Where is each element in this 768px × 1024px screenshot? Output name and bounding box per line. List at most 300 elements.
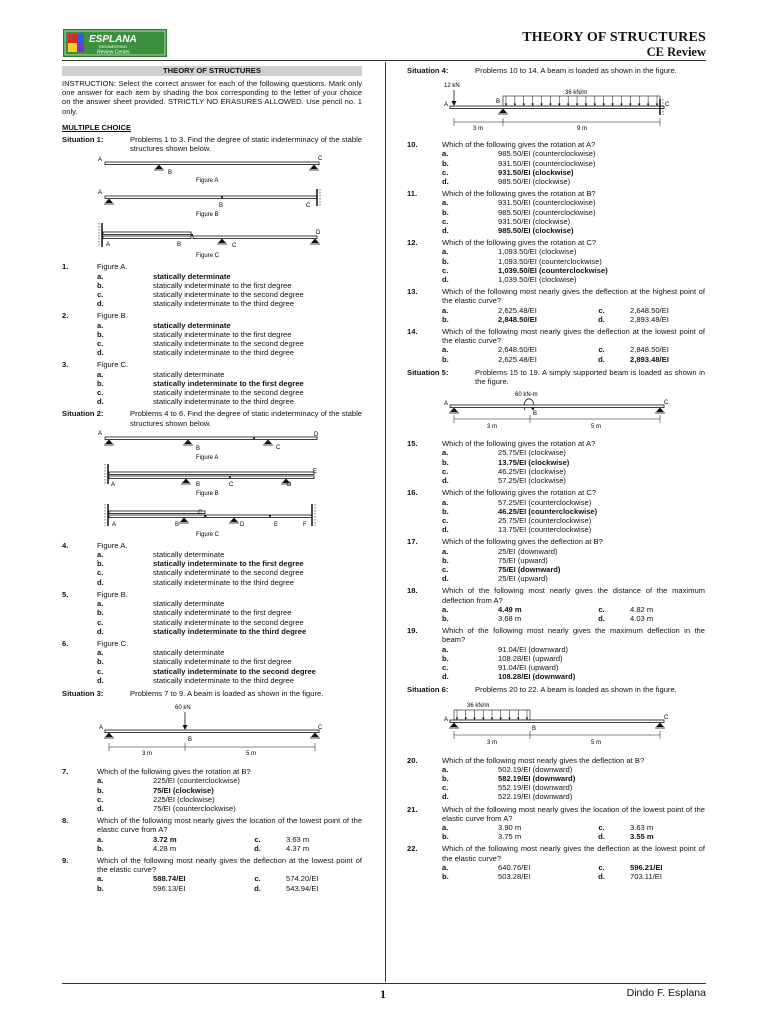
option-text: statically indeterminate to the third degree [153, 675, 294, 685]
option-row [407, 645, 705, 654]
option-text: 13.75/EI (clockwise) [498, 457, 570, 467]
option-row [407, 498, 705, 507]
option-letter: a. [442, 546, 449, 556]
option-text: 703.11/EI [630, 872, 662, 881]
logo-sub2: Review Center [97, 49, 130, 56]
dim-5m: 5 m [246, 751, 257, 758]
option-text: statically indeterminate to the first degree [153, 280, 292, 290]
option-letter: a. [97, 599, 104, 609]
option-text: 596.21/EI [630, 862, 663, 872]
option-text: 91.04/EI (downward) [498, 644, 569, 654]
option-letter: a. [97, 834, 104, 844]
option-row [62, 370, 362, 379]
option-letter: c. [598, 862, 605, 872]
question-stem [62, 360, 362, 369]
option-text: statically indeterminate to the second degree [153, 388, 304, 398]
label-b: B [168, 170, 173, 177]
option-text: 46.25/EI (clockwise) [498, 466, 566, 476]
option-text: 91.04/EI (upward) [498, 662, 559, 672]
option-row [62, 281, 362, 290]
label-a: A [98, 157, 103, 164]
situation-label: Situation 6: [407, 685, 449, 695]
question-number: 2. [62, 311, 69, 321]
option-row [62, 657, 362, 666]
figure-1c [62, 219, 362, 259]
option-text: 75/EI (downward) [498, 564, 561, 574]
option-letter: a. [97, 271, 104, 281]
figure-2c [62, 498, 362, 538]
label-a: A [98, 430, 103, 437]
option-letter: d. [97, 577, 104, 587]
option-text: 552.19/EI (downward) [498, 783, 573, 793]
option-letter: c. [442, 783, 449, 793]
dim-3m: 3 m [487, 739, 498, 746]
question-text: Which of the following gives the rotation at B? [97, 767, 251, 777]
option-text: 543.94/EI [286, 883, 319, 893]
option-letter: a. [97, 550, 104, 560]
dim-9m: 9 m [577, 126, 588, 133]
option-row [407, 863, 705, 872]
question-text: Which of the following most nearly gives the location of the lowest point of the elastic curve from A? [97, 816, 362, 835]
option-row [407, 257, 705, 266]
question-number: 5. [62, 589, 69, 599]
option-row [62, 599, 362, 608]
option-letter: d. [442, 574, 449, 584]
question-stem [62, 767, 362, 776]
footer-rule [62, 983, 706, 984]
box-title: THEORY OF STRUCTURES [62, 66, 362, 76]
option-row [407, 547, 705, 556]
option-letter: c. [598, 305, 605, 315]
option-letter: a. [442, 149, 449, 159]
option-row [407, 654, 705, 663]
label-b: B [175, 521, 180, 528]
option-text: 25/EI (upward) [498, 574, 548, 584]
figure-caption: Figure B [196, 490, 219, 497]
option-letter: c. [254, 874, 261, 884]
question-number: 4. [62, 540, 69, 550]
option-letter: d. [442, 177, 449, 187]
situation-label: Situation 3: [62, 688, 104, 698]
option-text: statically indeterminate to the third degree [153, 348, 294, 358]
label-c: C [318, 725, 323, 732]
option-text: 502.19/EI (downward) [498, 764, 573, 774]
option-text: statically determinate [153, 550, 225, 560]
label-c: C [318, 156, 323, 163]
question-11 [407, 189, 705, 235]
option-letter: a. [442, 345, 449, 355]
figure-caption: Figure B [196, 212, 219, 219]
option-letter: b. [442, 256, 449, 266]
option-row [62, 786, 362, 795]
option-text: 225/EI (clockwise) [153, 794, 215, 804]
option-text: 75/EI (upward) [498, 555, 548, 565]
question-stem [62, 311, 362, 320]
option-row [62, 804, 362, 813]
option-letter: a. [442, 604, 449, 614]
footer-author: Dindo F. Esplana [626, 987, 706, 999]
option-text: 2,625.48/EI [498, 354, 537, 364]
option-text: 2,648.50/EI [498, 345, 537, 355]
option-letter: d. [442, 525, 449, 535]
option-letter: d. [442, 226, 449, 236]
load-label: 12 kN [444, 83, 460, 90]
option-text: statically determinate [153, 369, 225, 379]
option-letter: c. [97, 388, 104, 398]
dim-5m: 5 m [591, 424, 602, 431]
label-b: B [177, 242, 182, 249]
option-row [62, 884, 362, 893]
figure-1b [62, 185, 362, 219]
situation-text: Problems 4 to 6. Find the degree of static indeterminacy of the stable structures shown below. [130, 409, 362, 428]
option-text: 3.55 m [630, 832, 654, 842]
option-text: 75/EI (counterclockwise) [153, 803, 236, 813]
option-letter: c. [442, 662, 449, 672]
question-22 [407, 844, 705, 881]
option-row [407, 159, 705, 168]
question-stem [407, 805, 705, 823]
question-5 [62, 590, 362, 636]
label-c: C [232, 243, 237, 250]
option-row [407, 792, 705, 801]
label-b: B [196, 481, 201, 488]
option-text: 4.82 m [630, 604, 654, 614]
option-letter: c. [598, 604, 605, 614]
label-b: B [219, 203, 224, 210]
question-1 [62, 262, 362, 308]
option-letter: b. [442, 653, 449, 663]
question-number: 11. [407, 189, 418, 199]
question-stem [407, 488, 705, 497]
option-letter: a. [97, 874, 104, 884]
page-number: 1 [380, 987, 386, 1001]
option-row [62, 627, 362, 636]
option-row [407, 783, 705, 792]
option-row [62, 835, 362, 844]
question-text: Figure A. [97, 262, 128, 272]
question-number: 14. [407, 327, 418, 337]
figure-4 [407, 75, 705, 137]
option-text: 1,039.50/EI (clockwise) [498, 275, 577, 285]
situation-3 [62, 689, 362, 698]
question-text: Figure B. [97, 589, 128, 599]
option-text: 588.74/EI [153, 874, 186, 884]
option-text: 25.75/EI (counterclockwise) [498, 515, 592, 525]
question-text: Figure C. [97, 638, 129, 648]
udl-label: 36 kN/m [467, 702, 490, 709]
option-row [407, 565, 705, 574]
option-letter: b. [442, 773, 449, 783]
situation-5 [407, 368, 705, 386]
question-text: Figure A. [97, 540, 128, 550]
option-row [407, 458, 705, 467]
option-text: 108.28/EI (upward) [498, 653, 563, 663]
moment-label: 60 kN-m [515, 392, 538, 399]
question-number: 20. [407, 755, 418, 765]
figure-caption: Figure C [196, 531, 220, 538]
option-text: 2,893.48/EI [630, 354, 669, 364]
label-a: A [112, 521, 117, 528]
option-letter: b. [442, 354, 449, 364]
option-text: 2,848.50/EI [498, 314, 537, 324]
label-a: A [111, 481, 116, 488]
option-letter: d. [598, 314, 605, 324]
question-stem [407, 537, 705, 546]
label-c: C [664, 400, 669, 407]
option-letter: c. [598, 345, 605, 355]
option-row [407, 516, 705, 525]
option-row [407, 872, 705, 881]
situation-label: Situation 4: [407, 66, 449, 75]
question-text: Which of the following most nearly gives the maximum deflection in the beam? [442, 626, 705, 645]
option-text: 2,625.48/EI [498, 305, 537, 315]
option-row [62, 676, 362, 685]
option-letter: b. [97, 378, 104, 388]
label-d: D [240, 521, 245, 528]
question-stem [407, 287, 705, 305]
option-letter: d. [97, 626, 104, 636]
option-letter: a. [442, 497, 449, 507]
question-text: Which of the following gives the rotation at B? [442, 189, 596, 199]
option-letter: c. [97, 794, 104, 804]
option-text: 3.90 m [498, 822, 522, 832]
header-subtitle: CE Review [646, 45, 706, 59]
option-letter: d. [97, 803, 104, 813]
dim-3m: 3 m [473, 126, 484, 133]
dim-5m: 5 m [591, 739, 602, 746]
option-letter: c. [442, 466, 449, 476]
option-text: statically indeterminate to the second degree [153, 568, 304, 578]
option-text: statically indeterminate to the third degree [153, 577, 294, 587]
option-letter: d. [598, 354, 605, 364]
option-text: 3.68 m [498, 613, 522, 623]
option-row [407, 832, 705, 841]
option-row [407, 574, 705, 583]
option-text: statically indeterminate to the second degree [153, 290, 304, 300]
question-12 [407, 238, 705, 284]
situation-label: Situation 2: [62, 409, 104, 419]
question-text: Which of the following most nearly gives the distance of the maximum deflection from A? [442, 586, 705, 605]
option-letter: c. [442, 265, 449, 275]
option-text: statically determinate [153, 320, 231, 330]
option-row [407, 217, 705, 226]
question-stem [62, 639, 362, 648]
question-19 [407, 626, 705, 681]
option-letter: b. [97, 559, 104, 569]
option-row [407, 605, 705, 614]
udl-label: 36 kN/m [565, 90, 588, 97]
label-b: B [196, 445, 201, 452]
option-text: 46.25/EI (counterclockwise) [498, 506, 598, 516]
question-text: Which of the following gives the rotation at A? [442, 140, 596, 150]
option-letter: a. [442, 198, 449, 208]
option-row [407, 168, 705, 177]
option-row [407, 556, 705, 565]
option-row [62, 339, 362, 348]
option-text: 4.49 m [498, 604, 522, 614]
option-letter: d. [97, 348, 104, 358]
label-c: C [276, 444, 281, 451]
question-stem [62, 590, 362, 599]
question-text: Which of the following most nearly gives the deflection at the lowest point of the elastic curve? [442, 327, 705, 346]
option-text: 13.75/EI (counterclockwise) [498, 525, 592, 535]
option-letter: c. [598, 822, 605, 832]
option-row [407, 765, 705, 774]
option-letter: b. [97, 608, 104, 618]
option-row [62, 568, 362, 577]
option-letter: c. [442, 167, 449, 177]
load-label: 60 kN [175, 705, 191, 712]
question-text: Which of the following gives the rotation at C? [442, 238, 597, 248]
situation-text: Problems 20 to 22. A beam is loaded as shown in the figure. [475, 685, 677, 695]
option-text: 25.75/EI (clockwise) [498, 448, 566, 458]
label-b: B [188, 737, 193, 744]
option-row [62, 299, 362, 308]
option-letter: a. [442, 247, 449, 257]
option-letter: d. [442, 476, 449, 486]
option-row [62, 776, 362, 785]
option-text: statically indeterminate to the third degree [153, 299, 294, 309]
situation-1 [62, 135, 362, 153]
question-number: 12. [407, 238, 418, 248]
option-letter: a. [97, 369, 104, 379]
option-letter: d. [598, 832, 605, 842]
option-text: statically indeterminate to the second degree [153, 617, 304, 627]
question-stem [407, 140, 705, 149]
option-text: statically indeterminate to the second degree [153, 666, 316, 676]
question-stem [62, 816, 362, 834]
option-row [62, 321, 362, 330]
option-text: 985.50/EI (counterclockwise) [498, 207, 596, 217]
option-text: 4.03 m [630, 613, 654, 623]
column-divider [385, 62, 386, 982]
figure-3 [62, 698, 362, 764]
option-text: 57.25/EI (counterclockwise) [498, 497, 592, 507]
question-text: Which of the following most nearly gives the deflection at the lowest point of the elastic curve? [442, 844, 705, 863]
question-number: 19. [407, 626, 418, 636]
option-row [407, 614, 705, 623]
question-text: Which of the following gives the deflection at B? [442, 537, 603, 547]
option-row [62, 348, 362, 357]
figure-2b [62, 462, 362, 498]
option-letter: d. [97, 299, 104, 309]
question-4 [62, 541, 362, 587]
option-letter: b. [442, 506, 449, 516]
question-number: 7. [62, 767, 69, 777]
option-text: statically indeterminate to the first degree [153, 559, 304, 569]
question-number: 22. [407, 844, 418, 854]
option-text: 522.19/EI (downward) [498, 792, 573, 802]
udl-arrows [456, 710, 529, 720]
label-c: C [664, 714, 669, 721]
option-letter: b. [442, 555, 449, 565]
option-text: 985.50/EI (counterclockwise) [498, 149, 596, 159]
option-letter: c. [97, 290, 104, 300]
option-letter: b. [442, 457, 449, 467]
question-stem [407, 626, 705, 644]
situation-6 [407, 685, 705, 694]
option-text: statically indeterminate to the third degree [153, 397, 294, 407]
multiple-choice-heading: MULTIPLE CHOICE [62, 122, 132, 132]
situation-2 [62, 409, 362, 427]
question-text: Which of the following most nearly gives the deflection at B? [442, 755, 645, 765]
option-text: 3.75 m [498, 832, 522, 842]
option-row [62, 379, 362, 388]
option-text: statically indeterminate to the first degree [153, 378, 304, 388]
question-number: 16. [407, 488, 418, 498]
option-text: 108.28/EI (downward) [498, 672, 576, 682]
option-letter: b. [97, 883, 104, 893]
label-a: A [444, 102, 449, 109]
header-title: THEORY OF STRUCTURES [522, 30, 706, 45]
option-row [407, 672, 705, 681]
option-text: statically determinate [153, 648, 225, 658]
question-stem [62, 262, 362, 271]
label-a: A [99, 725, 104, 732]
question-number: 15. [407, 439, 418, 449]
label-b: B [532, 725, 537, 732]
question-20 [407, 756, 705, 802]
option-row [62, 578, 362, 587]
option-letter: d. [598, 872, 605, 881]
dim-3m: 3 m [142, 751, 153, 758]
question-3 [62, 360, 362, 406]
option-text: 931.50/EI (counterclockwise) [498, 198, 596, 208]
situation-text: Problems 15 to 19. A simply supported beam is loaded as shown in the figure. [475, 367, 705, 387]
option-letter: b. [97, 843, 104, 853]
option-letter: d. [442, 672, 449, 682]
option-row [407, 177, 705, 186]
label-d: D [316, 230, 321, 237]
option-text: 574.20/EI [286, 874, 319, 884]
option-letter: c. [97, 339, 104, 349]
option-letter: d. [97, 397, 104, 407]
option-letter: a. [97, 776, 104, 786]
label-e: E [274, 521, 279, 528]
option-row [62, 874, 362, 883]
option-row [62, 795, 362, 804]
situation-text: Problems 1 to 3. Find the degree of static indeterminacy of the stable structures shown below. [130, 135, 362, 154]
option-text: statically indeterminate to the first degree [153, 657, 292, 667]
logo-text: ESPLANA [89, 34, 137, 45]
label-c: C [306, 203, 311, 210]
situation-label: Situation 1: [62, 135, 104, 145]
question-number: 6. [62, 638, 69, 648]
option-row [407, 355, 705, 364]
option-row [62, 397, 362, 406]
option-letter: a. [442, 764, 449, 774]
option-row [407, 476, 705, 485]
figure-6 [407, 695, 705, 753]
label-b: B [496, 99, 501, 106]
label-f: F [303, 521, 307, 528]
question-17 [407, 537, 705, 583]
option-text: statically indeterminate to the second degree [153, 339, 304, 349]
option-text: 225/EI (counterclockwise) [153, 776, 240, 786]
option-letter: b. [442, 314, 449, 324]
option-letter: b. [442, 207, 449, 217]
question-number: 13. [407, 287, 418, 297]
question-text: Figure B. [97, 311, 128, 321]
question-14 [407, 327, 705, 364]
label-d: D [287, 481, 292, 488]
option-text: 931.50/EI (clockwise) [498, 216, 571, 226]
option-row [407, 663, 705, 672]
figure-2a [62, 428, 362, 462]
question-stem [407, 844, 705, 862]
option-text: 3.63 m [286, 834, 310, 844]
figure-1a [62, 153, 362, 185]
